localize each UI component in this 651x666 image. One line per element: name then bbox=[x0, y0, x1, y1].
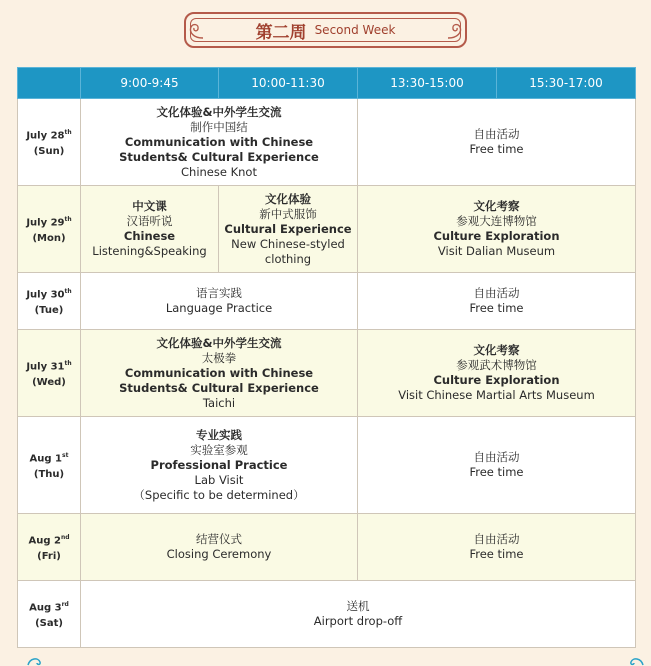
day-cell: July 30th (Tue) bbox=[18, 273, 81, 330]
afternoon-activity: 自由活动 Free time bbox=[358, 417, 636, 514]
all-day-activity: 送机 Airport drop-off bbox=[81, 581, 636, 648]
day-cell: Aug 1st (Thu) bbox=[18, 417, 81, 514]
table-row bbox=[18, 417, 636, 514]
header-slot-2: 10:00-11:30 bbox=[219, 68, 358, 99]
afternoon-activity: 自由活动 Free time bbox=[358, 273, 636, 330]
morning-activity: 结营仪式 Closing Ceremony bbox=[81, 514, 358, 581]
header-row bbox=[18, 68, 636, 99]
morning-activity: 专业实践 实验室参观 Professional Practice Lab Visit （Specific to be determined） bbox=[81, 417, 358, 514]
header-corner bbox=[18, 68, 81, 99]
day-cell: July 28th (Sun) bbox=[18, 99, 81, 186]
header-slot-3: 13:30-15:00 bbox=[358, 68, 497, 99]
morning-activity: 语言实践 Language Practice bbox=[81, 273, 358, 330]
table-row bbox=[18, 330, 636, 417]
week-title-en: Second Week bbox=[314, 23, 396, 37]
header-slot-1: 9:00-9:45 bbox=[81, 68, 219, 99]
day-cell: Aug 3rd (Sat) bbox=[18, 581, 81, 648]
morning-activity: 文化体验&中外学生交流 制作中国结 Communication with Chinese Students& Cultural Experience Chinese Knot bbox=[81, 99, 358, 186]
afternoon-activity: 自由活动 Free time bbox=[358, 514, 636, 581]
day-cell: July 31th (Wed) bbox=[18, 330, 81, 417]
afternoon-activity: 文化考察 参观大连博物馆 Culture Exploration Visit Dalian Museum bbox=[358, 186, 636, 273]
afternoon-activity: 文化考察 参观武术博物馆 Culture Exploration Visit Chinese Martial Arts Museum bbox=[358, 330, 636, 417]
afternoon-activity: 自由活动 Free time bbox=[358, 99, 636, 186]
day-cell: Aug 2nd (Fri) bbox=[18, 514, 81, 581]
bottom-left-ornament-icon bbox=[26, 656, 50, 666]
week-title-badge bbox=[184, 12, 467, 48]
header-slot-4: 15:30-17:00 bbox=[497, 68, 636, 99]
table-row bbox=[18, 186, 636, 273]
table-row bbox=[18, 273, 636, 330]
morning-activity: 文化体验&中外学生交流 太极拳 Communication with Chinese Students& Cultural Experience Taichi bbox=[81, 330, 358, 417]
week-title-cn: 第二周 bbox=[255, 22, 307, 43]
table-row bbox=[18, 514, 636, 581]
morning-activity-2: 文化体验 新中式服饰 Cultural Experience New Chinese-styled clothing bbox=[219, 186, 358, 273]
table-row bbox=[18, 581, 636, 648]
day-cell: July 29th (Mon) bbox=[18, 186, 81, 273]
morning-activity-1: 中文课 汉语听说 Chinese Listening&Speaking bbox=[81, 186, 219, 273]
schedule-table bbox=[17, 67, 636, 648]
bottom-right-ornament-icon bbox=[621, 656, 645, 666]
table-row bbox=[18, 99, 636, 186]
